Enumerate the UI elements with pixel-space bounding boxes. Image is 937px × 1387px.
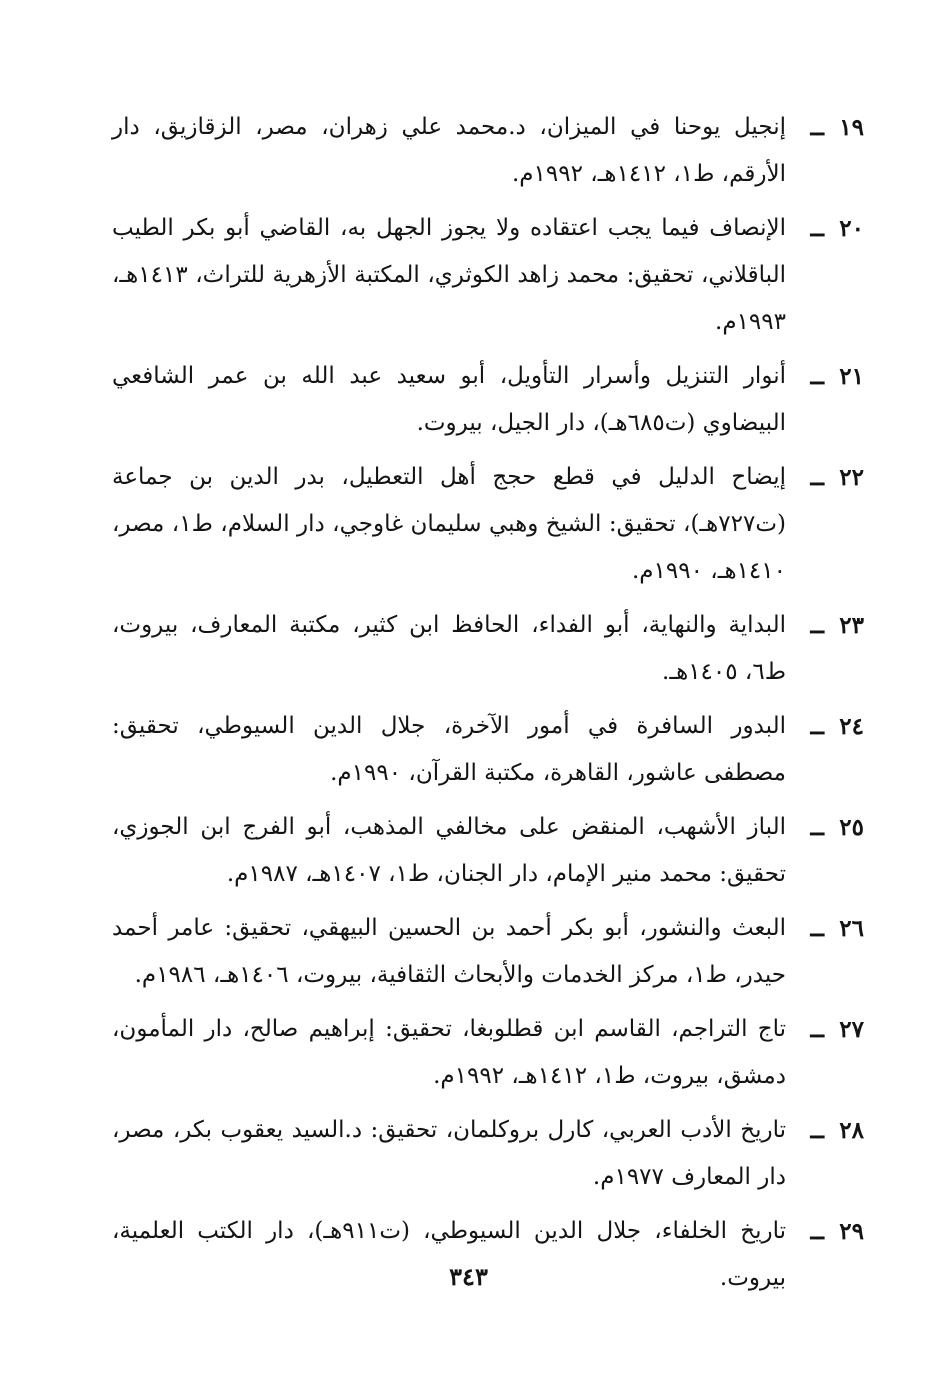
entry-text: الإنصاف فيما يجب اعتقاده ولا يجوز الجهل به، القاضي أبو بكر الطيب الباقلاني، تحقيق: محمد زاهد الكوثري، المكتبة الأزهرية للتراث، ١٤١٣هـ، ١٩٩٣م. [112,215,786,335]
bibliography-entry-20 [112,205,864,346]
entry-text: إيضاح الدليل في قطع حجج أهل التعطيل، بدر الدين بن جماعة (ت٧٢٧هـ)، تحقيق: الشيخ وهبي سليمان غاوجي، دار السلام، ط١، مصر، ١٤١٠هـ، ١٩٩٠م. [112,464,786,584]
entry-text: الباز الأشهب، المنقض على مخالفي المذهب، أبو الفرج ابن الجوزي، تحقيق: محمد منير الإمام، دار الجنان، ط١، ١٤٠٧هـ، ١٩٨٧م. [112,814,786,887]
bibliography-entry-23 [112,602,864,696]
entry-number: ٢٧ [839,1016,864,1043]
entry-text: تاج التراجم، القاسم ابن قطلوبغا، تحقيق: إبراهيم صالح، دار المأمون، دمشق، بيروت، ط١، ١٤١٢هـ، ١٩٩٢م. [112,1016,786,1089]
bibliography-entry-24 [112,703,864,797]
entry-number: ٢٨ [839,1117,864,1144]
entry-number: ٢٥ [839,814,864,841]
entry-number: ٢٢ [839,464,864,491]
entry-dash: ــ [810,1016,824,1043]
entry-dash: ــ [810,814,824,841]
bibliography-page [112,104,864,1309]
entry-dash: ــ [810,464,824,491]
entry-dash: ــ [810,612,824,639]
entry-dash: ــ [810,363,824,390]
bibliography-entry-27 [112,1006,864,1100]
bibliography-entry-26 [112,905,864,999]
entry-number: ٢٠ [839,215,864,242]
entry-text: إنجيل يوحنا في الميزان، د.محمد علي زهران، مصر، الزقازيق، دار الأرقم، ط١، ١٤١٢هـ، ١٩٩٢م. [112,114,786,187]
page-number: ٣٤٣ [449,1262,488,1291]
entry-dash: ــ [810,1117,824,1144]
entry-number: ٢٣ [839,612,864,639]
bibliography-entry-19 [112,104,864,198]
entry-dash: ــ [810,215,824,242]
bibliography-entry-25 [112,804,864,898]
entry-text: البعث والنشور، أبو بكر أحمد بن الحسين البيهقي، تحقيق: عامر أحمد حيدر، ط١، مركز الخدمات والأبحاث الثقافية، بيروت، ١٤٠٦هـ، ١٩٨٦م. [112,915,786,988]
entry-text: البدور السافرة في أمور الآخرة، جلال الدين السيوطي، تحقيق: مصطفى عاشور، القاهرة، مكتبة القرآن، ١٩٩٠م. [112,713,786,786]
entry-dash: ــ [810,1218,824,1245]
entry-text: البداية والنهاية، أبو الفداء، الحافظ ابن كثير، مكتبة المعارف، بيروت، ط٦، ١٤٠٥هـ. [112,612,786,685]
entry-number: ٢٦ [839,915,864,942]
entry-dash: ــ [810,713,824,740]
entry-text: تاريخ الخلفاء، جلال الدين السيوطي، (ت٩١١هـ)، دار الكتب العلمية، بيروت. [112,1218,786,1291]
entry-dash: ــ [810,915,824,942]
bibliography-entry-22 [112,454,864,595]
entry-text: تاريخ الأدب العربي، كارل بروكلمان، تحقيق: د.السيد يعقوب بكر، مصر، دار المعارف ١٩٧٧م. [112,1117,786,1190]
entry-text: أنوار التنزيل وأسرار التأويل، أبو سعيد عبد الله بن عمر الشافعي البيضاوي (ت٦٨٥هـ)، دار الجيل، بيروت. [112,363,786,436]
entry-number: ٢١ [839,363,864,390]
bibliography-entry-21 [112,353,864,447]
entry-number: ٢٩ [839,1218,864,1245]
entry-number: ٢٤ [839,713,864,740]
bibliography-entry-28 [112,1107,864,1201]
entry-number: ١٩ [839,114,864,141]
entry-dash: ــ [810,114,824,141]
